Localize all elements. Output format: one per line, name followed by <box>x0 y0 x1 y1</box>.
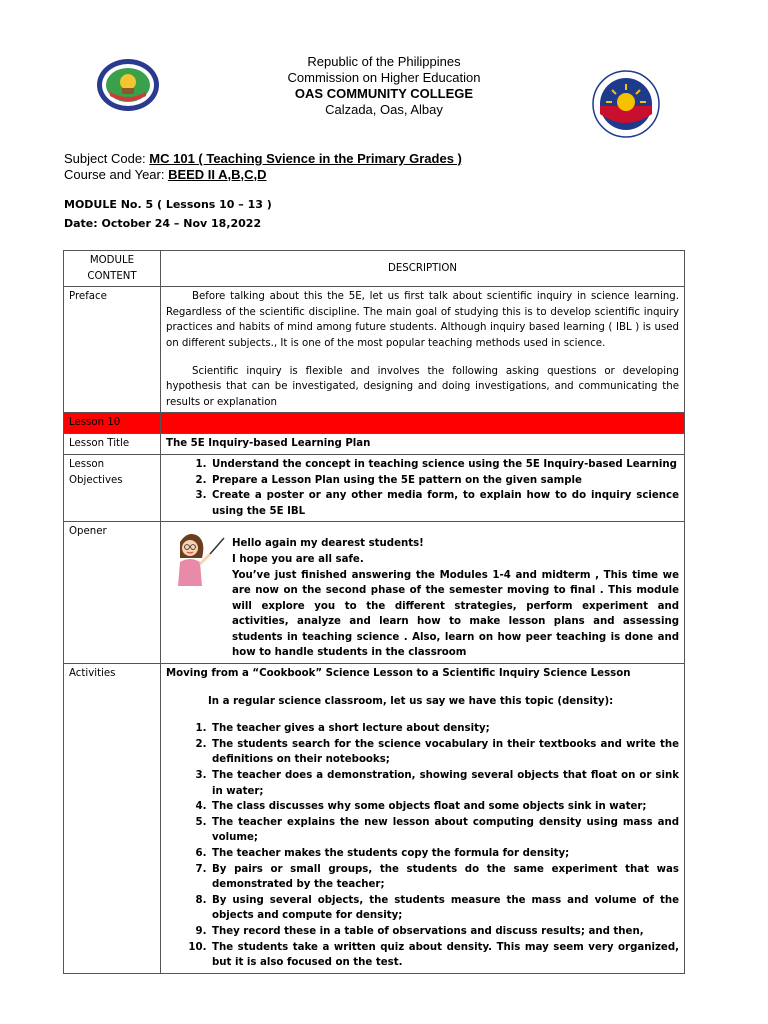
header-module-content: MODULE CONTENT <box>64 251 161 287</box>
activities-label: Activities <box>64 664 161 974</box>
lesson-bar-row <box>64 413 685 434</box>
course-year <box>64 167 267 182</box>
header-republic: Republic of the Philippines <box>307 54 461 69</box>
list-item: 7. By pairs or small groups, the students do the same experiment that was demonstrated by the teacher; <box>210 862 679 893</box>
list-item: 5. The teacher explains the new lesson about computing density using mass and volume; <box>210 815 679 846</box>
objectives-label: Lesson Objectives <box>64 454 161 521</box>
opener-row <box>64 522 685 664</box>
list-item: 4. The class discusses why some objects float and some objects sink in water; <box>210 799 679 815</box>
list-item: 9. They record these in a table of observations and discuss results; and then, <box>210 924 679 940</box>
preface-paragraph-1: Before talking about this the 5E, let us first talk about scientific inquiry in science learning. Regardless of the scientific discipline. The main goal of studying this is to develop scientific inquiry practices and habits of mind among future students. Although inquiry based learning ( IBL ) is used on different subjects., It is one of the most popular teaching methods used in science. <box>166 291 679 349</box>
lesson-title-value: The 5E Inquiry-based Learning Plan <box>161 434 685 455</box>
list-item: 2. Prepare a Lesson Plan using the 5E pattern on the given sample <box>210 473 679 489</box>
header-college: OAS COMMUNITY COLLEGE <box>294 86 474 101</box>
opener-wish: I hope you are all safe. <box>232 553 364 565</box>
lesson-title-label: Lesson Title <box>64 434 161 455</box>
preface-label: Preface <box>64 287 161 413</box>
preface-paragraph-2: Scientific inquiry is flexible and involves the following asking questions or developing hypothesis that can be investigated, designing and doing investigations, and communicating the results or explanation <box>166 365 679 408</box>
preface-row <box>64 287 685 413</box>
activities-list <box>166 721 679 971</box>
lesson-title-row <box>64 434 685 455</box>
subject-code-label: Subject Code: <box>64 151 150 166</box>
list-item: 8. By using several objects, the students measure the mass and volume of the objects and compute for density; <box>210 893 679 924</box>
table-header-row <box>64 251 685 287</box>
activities-intro: In a regular science classroom, let us say we have this topic (density): <box>208 695 614 707</box>
module-number: MODULE No. 5 ( Lessons 10 – 13 ) <box>64 198 272 211</box>
opener-greeting: Hello again my dearest students! <box>232 538 424 550</box>
list-item: 2. The students search for the science vocabulary in their textbooks and write the definitions on their notebooks; <box>210 737 679 768</box>
list-item: 3. Create a poster or any other media form, to explain how to do inquiry science using the 5E IBL <box>210 488 679 519</box>
objectives-row <box>64 454 685 521</box>
opener-message: You’ve just finished answering the Modules 1-4 and midterm , This time we are now on the second phase of the semester moving to final . This module will explore you to the different strategies, perform experiment and activities, analyze and learn how to make lesson plans and assessing students in teaching science . Also, learn on how peer teaching is done and how to handle students in the classroom <box>232 569 679 659</box>
opener-label: Opener <box>64 522 161 664</box>
list-item: 3. The teacher does a demonstration, showing several objects that float on or sink in water; <box>210 768 679 799</box>
list-item: 1. The teacher gives a short lecture about density; <box>210 721 679 737</box>
list-item: 6. The teacher makes the students copy the formula for density; <box>210 846 679 862</box>
subject-code-value: MC 101 ( Teaching Svience in the Primary Grades ) <box>149 151 462 166</box>
lesson-bar <box>161 413 685 434</box>
course-year-label: Course and Year: <box>64 167 169 182</box>
lesson-label: Lesson 10 <box>64 413 161 434</box>
header-commission: Commission on Higher Education <box>287 70 481 85</box>
subject-code <box>64 151 462 166</box>
document-header <box>0 54 768 118</box>
course-year-value: BEED II A,B,C,D <box>168 167 267 182</box>
activities-title: Moving from a “Cookbook” Science Lesson to a Scientific Inquiry Science Lesson <box>166 668 631 680</box>
header-description: DESCRIPTION <box>161 251 685 287</box>
list-item: 10. The students take a written quiz about density. This may seem very organized, but it is also focused on the test. <box>210 940 679 971</box>
header-address: Calzada, Oas, Albay <box>325 102 443 117</box>
activities-row <box>64 664 685 974</box>
module-date: Date: October 24 – Nov 18,2022 <box>64 217 262 230</box>
module-table <box>63 250 685 974</box>
list-item: 1. Understand the concept in teaching science using the 5E Inquiry-based Learning <box>210 457 679 473</box>
teacher-pointing-icon <box>166 528 228 590</box>
objectives-list <box>166 457 679 519</box>
